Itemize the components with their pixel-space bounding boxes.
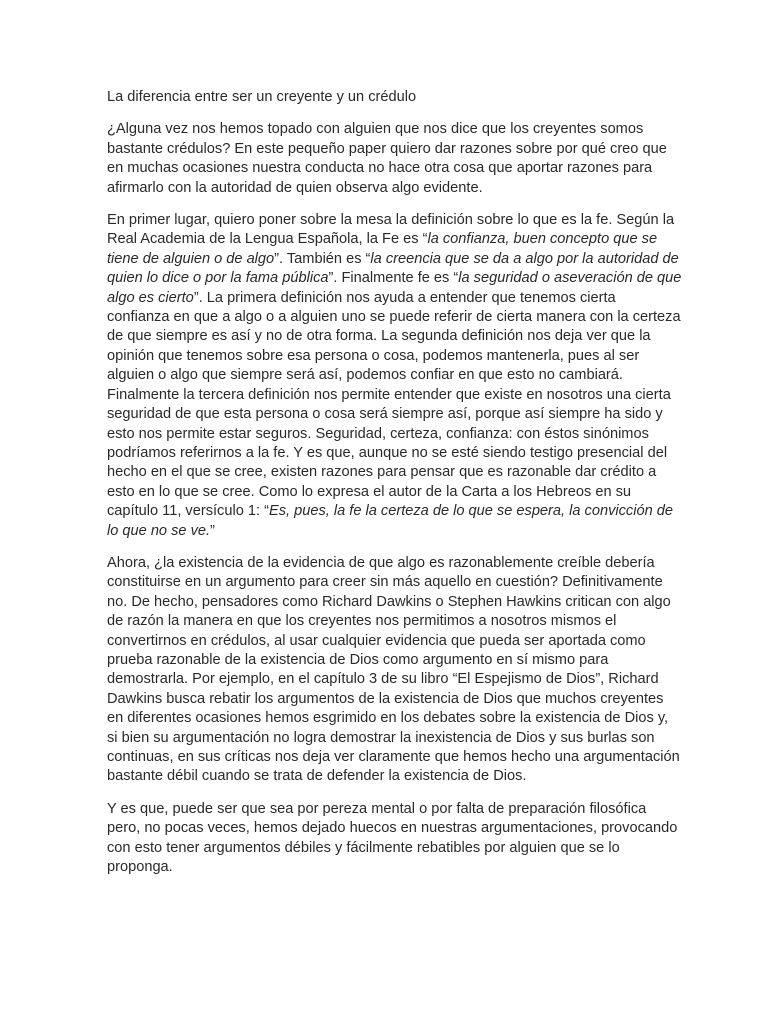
- paragraph-evidence: Ahora, ¿la existencia de la evidencia de que algo es razonablemente creíble debería constituirse en un argumento para creer sin más aquello en cuestión? Definitivamente no. De hecho, pensadores como Richard Dawkins o Stephen Hawkins critican con algo de razón la manera en que los creyentes nos permitimos a nosotros mismos el convertirnos en crédulos, al usar cualquier evidencia que pueda ser aportada como prueba razonable de la existencia de Dios como argumento en sí mismo para demostrarla. Por ejemplo, en el capítulo 3 de su libro “El Espejismo de Dios”, Richard Dawkins busca rebatir los argumentos de la existencia de Dios que muchos creyentes en diferentes ocasiones hemos esgrimido en los debates sobre la existencia de Dios y, si bien su argumentación no logra demostrar la inexistencia de Dios y sus burlas son continuas, en sus críticas nos deja ver claramente que hemos hecho una argumentación bastante débil cuando se trata de defender la existencia de Dios.: [107, 554, 680, 785]
- paragraph-definition: [107, 211, 682, 541]
- paragraph-conclusion: Y es que, puede ser que sea por pereza mental o por falta de preparación filosófica pero, no pocas veces, hemos dejado huecos en nuestras argumentaciones, provocando con esto tener argumentos débiles y fácilmente rebatibles por alguien que se lo proponga.: [107, 800, 678, 876]
- text-run: ”. La primera definición nos ayuda a entender que tenemos cierta confianza en que a algo o a alguien uno se puede referir de cierta manera con la certeza de que siempre es así y no de otra forma. La segunda definición nos deja ver que la opinión que tenemos sobre esa persona o cosa, podemos mantenerla, pues al ser alguien o algo que siempre será así, podemos confiar en que esto no cambiará. Finalmente la tercera definición nos permite entender que existe en nosotros una cierta seguridad de que esta persona o cosa será siempre así, porque así siempre ha sido y esto nos permite estar seguros. Seguridad, certeza, confianza: con éstos sinónimos podríamos referirnos a la fe. Y es que, aunque no se esté siendo testigo presencial del hecho en el que se cree, existen razones para pensar que es razonable dar crédito a esto en lo que se cree. Como lo expresa el autor de la Carta a los Hebreos en su capítulo 11, versículo 1: “: [107, 289, 681, 520]
- italic-quote-1: la confianza, buen concepto que se tiene de alguien o de algo: [107, 231, 658, 267]
- italic-quote-2: la creencia que se da a algo por la autoridad de quien lo dice o por la fama pública: [107, 250, 679, 287]
- text-run: ”: [210, 522, 215, 539]
- text-run: En primer lugar, quiero poner sobre la mesa la definición sobre lo que es la fe. Según la Real Academia de la Lengua Española, la Fe es “: [107, 212, 675, 248]
- document-body: [107, 88, 682, 890]
- paragraph-intro: ¿Alguna vez nos hemos topado con alguien que nos dice que los creyentes somos bastante crédulos? En este pequeño paper quiero dar razones sobre por qué creo que en muchas ocasiones nuestra conducta no hace otra cosa que aportar razones para afirmarlo con la autoridad de quien observa algo evidente.: [107, 121, 667, 196]
- document-title: La diferencia entre ser un creyente y un crédulo: [107, 89, 417, 105]
- italic-quote-3: la seguridad o aseveración de que algo es cierto: [107, 270, 682, 306]
- text-run: ”. También es “: [274, 250, 371, 267]
- text-run: ”. Finalmente fe es “: [328, 270, 459, 287]
- italic-quote-4: Es, pues, la fe la certeza de lo que se espera, la convicción de lo que no se ve.: [107, 503, 673, 539]
